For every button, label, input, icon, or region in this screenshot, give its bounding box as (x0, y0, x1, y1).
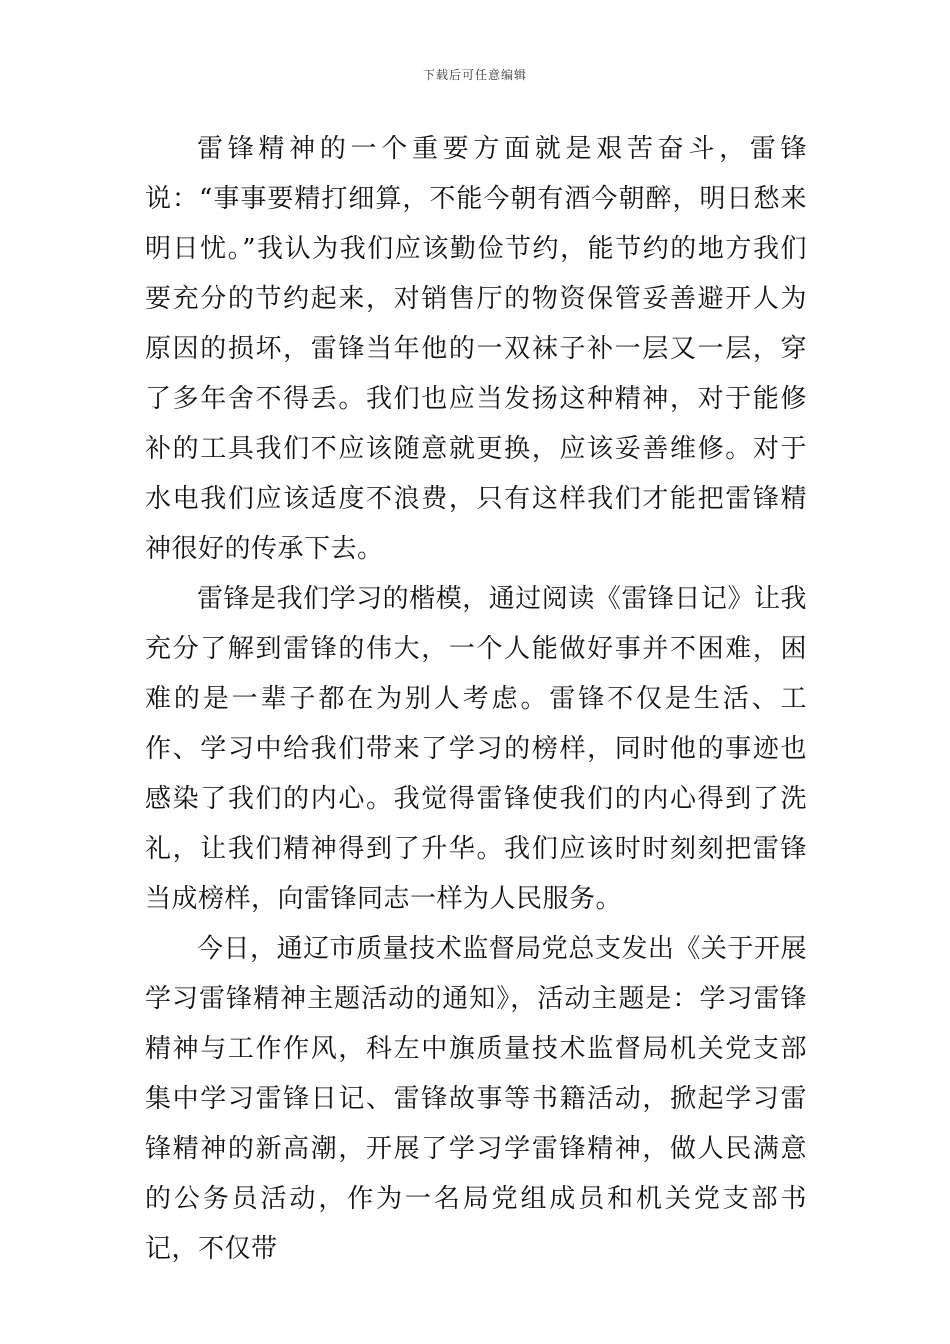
paragraph-1: 雷锋精神的一个重要方面就是艰苦奋斗，雷锋说：“事事要精打细算，不能今朝有酒今朝醉，明日愁来明日忧。”我认为我们应该勤俭节约，能节约的地方我们要充分的节约起来，对销售厅的物资保管妥善避开人为原因的损坏，雷锋当年他的一双袜子补一层又一层，穿了多年舍不得丢。我们也应当发扬这种精神，对于能修补的工具我们不应该随意就更换，应该妥善维修。对于水电我们应该适度不浪费，只有这样我们才能把雷锋精神很好的传承下去。 (145, 134, 807, 564)
page-header: 下载后可任意编辑 (422, 68, 527, 82)
document-body (145, 124, 807, 1274)
paragraph-2: 雷锋是我们学习的楷模，通过阅读《雷锋日记》让我充分了解到雷锋的伟大，一个人能做好事并不困难，困难的是一辈子都在为别人考虑。雷锋不仅是生活、工作、学习中给我们带来了学习的榜样，同时他的事迹也感染了我们的内心。我觉得雷锋使我们的内心得到了洗礼，让我们精神得到了升华。我们应该时时刻刻把雷锋当成榜样，向雷锋同志一样为人民服务。 (145, 584, 807, 914)
paragraph-3: 今日，通辽市质量技术监督局党总支发出《关于开展学习雷锋精神主题活动的通知》，活动主题是：学习雷锋精神与工作作风，科左中旗质量技术监督局机关党支部集中学习雷锋日记、雷锋故事等书籍活动，掀起学习雷锋精神的新高潮，开展了学习学雷锋精神，做人民满意的公务员活动，作为一名局党组成员和机关党支部书记，不仅带 (145, 934, 807, 1264)
